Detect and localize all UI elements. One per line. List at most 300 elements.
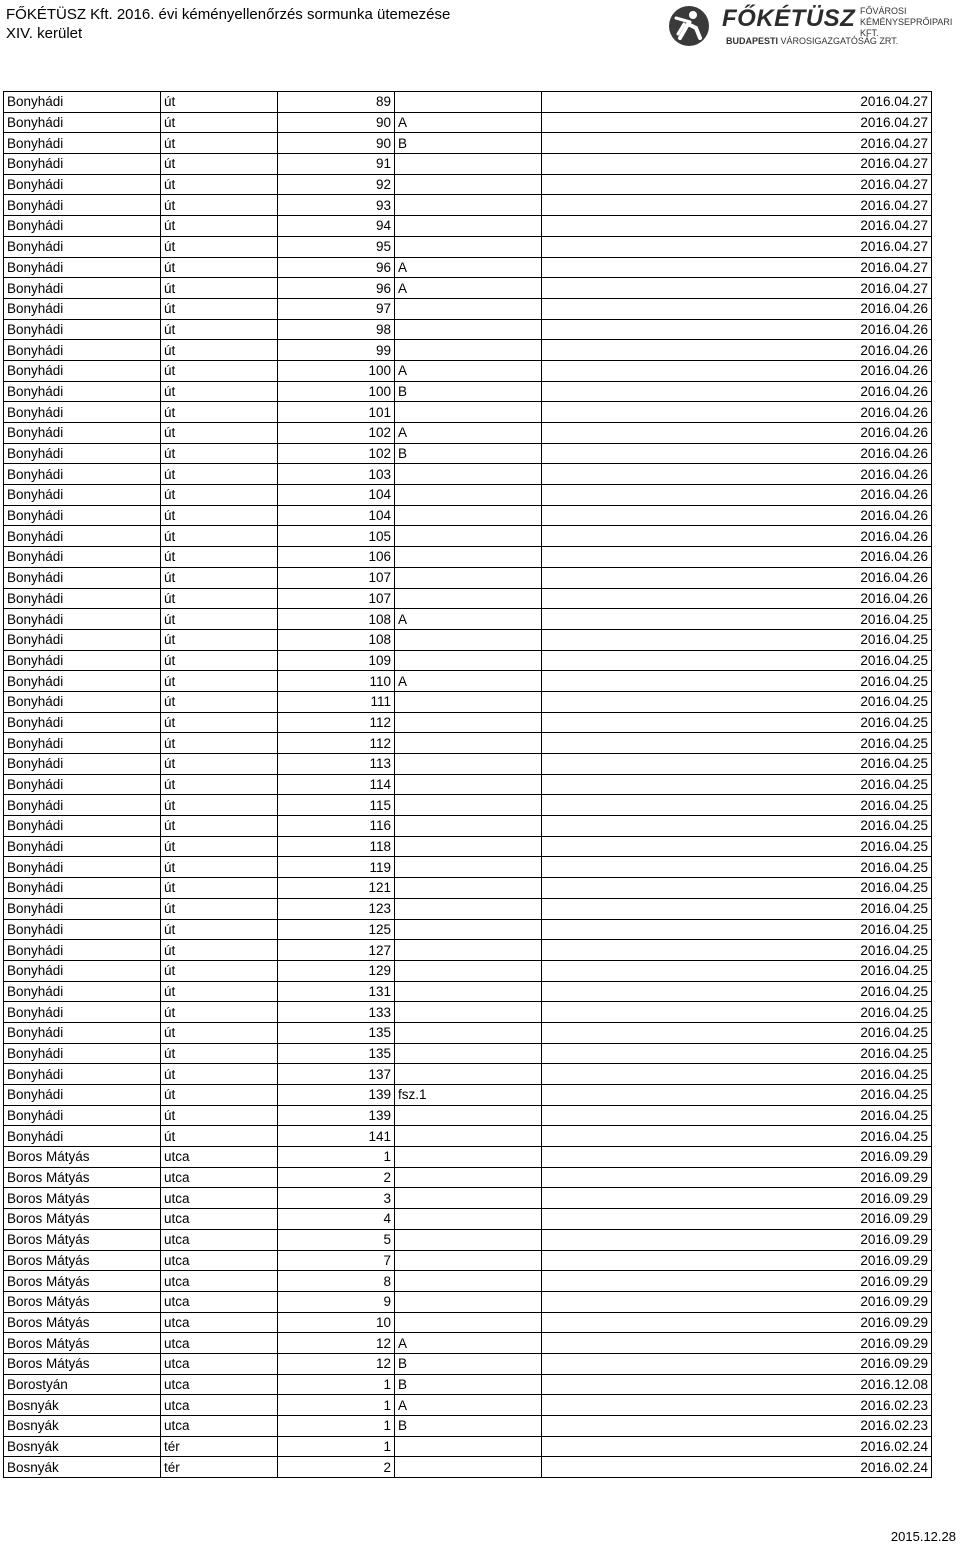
date-cell: 2016.04.25 [542,1022,932,1043]
house-number-cell: 1 [278,1436,395,1457]
street-type-cell: utca [161,1167,278,1188]
building-cell [395,1064,542,1085]
table-row [4,1147,932,1168]
street-type-cell: út [161,1002,278,1023]
street-name-cell: Bonyhádi [4,547,161,568]
date-cell: 2016.09.29 [542,1167,932,1188]
building-cell [395,298,542,319]
house-number-cell: 94 [278,216,395,237]
date-cell: 2016.04.26 [542,526,932,547]
logo-bottom-text [726,36,898,47]
street-type-cell: utca [161,1395,278,1416]
building-cell [395,216,542,237]
building-cell [395,629,542,650]
building-cell [395,485,542,506]
date-cell: 2016.04.25 [542,1064,932,1085]
table-row [4,278,932,299]
street-type-cell: út [161,712,278,733]
table-row [4,443,932,464]
table-row [4,402,932,423]
table-row [4,1105,932,1126]
table-row [4,1064,932,1085]
building-cell: A [395,112,542,133]
street-type-cell: út [161,588,278,609]
company-logo [666,4,956,48]
street-name-cell: Bonyhádi [4,836,161,857]
district-label: XIV. kerület [6,25,83,42]
house-number-cell: 133 [278,1002,395,1023]
table-row [4,360,932,381]
date-cell: 2016.04.26 [542,485,932,506]
house-number-cell: 100 [278,360,395,381]
street-type-cell: út [161,733,278,754]
street-type-cell: út [161,650,278,671]
street-type-cell: út [161,629,278,650]
table-row [4,960,932,981]
table-row [4,733,932,754]
street-type-cell: utca [161,1209,278,1230]
street-name-cell: Bonyhádi [4,298,161,319]
building-cell [395,92,542,113]
house-number-cell: 92 [278,174,395,195]
building-cell [395,1271,542,1292]
table-row [4,381,932,402]
building-cell [395,1167,542,1188]
street-name-cell: Bonyhádi [4,567,161,588]
table-row [4,1085,932,1106]
street-name-cell: Bonyhádi [4,423,161,444]
street-name-cell: Bonyhádi [4,505,161,526]
date-cell: 2016.04.25 [542,733,932,754]
street-type-cell: út [161,857,278,878]
house-number-cell: 123 [278,898,395,919]
building-cell: A [395,423,542,444]
table-row [4,1395,932,1416]
street-type-cell: út [161,195,278,216]
date-cell: 2016.04.27 [542,195,932,216]
date-cell: 2016.04.26 [542,547,932,568]
street-type-cell: utca [161,1416,278,1437]
date-cell: 2016.04.27 [542,174,932,195]
date-cell: 2016.04.25 [542,795,932,816]
table-row [4,836,932,857]
house-number-cell: 1 [278,1395,395,1416]
date-cell: 2016.04.25 [542,774,932,795]
house-number-cell: 5 [278,1229,395,1250]
building-cell [395,319,542,340]
table-row [4,174,932,195]
building-cell: A [395,278,542,299]
street-name-cell: Bonyhádi [4,671,161,692]
building-cell [395,878,542,899]
street-type-cell: út [161,236,278,257]
house-number-cell: 102 [278,443,395,464]
building-cell [395,857,542,878]
building-cell [395,464,542,485]
table-row [4,712,932,733]
street-name-cell: Bonyhádi [4,381,161,402]
street-type-cell: utca [161,1188,278,1209]
house-number-cell: 100 [278,381,395,402]
street-name-cell: Bonyhádi [4,526,161,547]
page-header [0,0,960,60]
street-type-cell: utca [161,1271,278,1292]
street-type-cell: út [161,319,278,340]
house-number-cell: 99 [278,340,395,361]
street-type-cell: út [161,340,278,361]
table-row [4,1416,932,1437]
table-row [4,1229,932,1250]
street-name-cell: Boros Mátyás [4,1353,161,1374]
street-type-cell: út [161,774,278,795]
table-row [4,691,932,712]
street-name-cell: Bonyhádi [4,795,161,816]
house-number-cell: 9 [278,1291,395,1312]
house-number-cell: 127 [278,940,395,961]
date-cell: 2016.04.27 [542,278,932,299]
date-cell: 2016.04.25 [542,940,932,961]
house-number-cell: 137 [278,1064,395,1085]
building-cell: B [395,1416,542,1437]
building-cell [395,588,542,609]
street-name-cell: Boros Mátyás [4,1333,161,1354]
date-cell: 2016.04.25 [542,691,932,712]
table-row [4,671,932,692]
street-type-cell: út [161,567,278,588]
street-name-cell: Bosnyák [4,1416,161,1437]
date-cell: 2016.04.25 [542,1043,932,1064]
logo-side-line1: FŐVÁROSI [860,6,907,16]
house-number-cell: 95 [278,236,395,257]
house-number-cell: 1 [278,1416,395,1437]
street-name-cell: Bonyhádi [4,1022,161,1043]
table-row [4,1002,932,1023]
logo-side-line2: KÉMÉNYSEPRŐIPARI KFT. [860,17,953,38]
street-type-cell: út [161,505,278,526]
document-title: FŐKÉTÜSZ Kft. 2016. évi kéményellenőrzés sormunka ütemezése [6,6,451,23]
date-cell: 2016.04.25 [542,836,932,857]
table-row [4,112,932,133]
street-type-cell: utca [161,1147,278,1168]
table-row [4,340,932,361]
logo-bottom-bold: BUDAPESTI [726,36,779,46]
street-name-cell: Bonyhádi [4,236,161,257]
building-cell [395,981,542,1002]
street-type-cell: út [161,278,278,299]
date-cell: 2016.04.25 [542,857,932,878]
table-row [4,1209,932,1230]
building-cell [395,547,542,568]
house-number-cell: 109 [278,650,395,671]
date-cell: 2016.09.29 [542,1291,932,1312]
date-cell: 2016.09.29 [542,1312,932,1333]
date-cell: 2016.04.27 [542,154,932,175]
footer-date: 2015.12.28 [890,1529,956,1544]
table-row [4,1333,932,1354]
building-cell: A [395,360,542,381]
building-cell [395,236,542,257]
street-type-cell: utca [161,1312,278,1333]
building-cell [395,940,542,961]
table-row [4,236,932,257]
house-number-cell: 125 [278,919,395,940]
street-name-cell: Boros Mátyás [4,1209,161,1230]
street-type-cell: út [161,112,278,133]
street-type-cell: út [161,402,278,423]
house-number-cell: 4 [278,1209,395,1230]
street-type-cell: utca [161,1229,278,1250]
building-cell: B [395,133,542,154]
street-name-cell: Bosnyák [4,1395,161,1416]
street-type-cell: út [161,1064,278,1085]
house-number-cell: 10 [278,1312,395,1333]
house-number-cell: 2 [278,1167,395,1188]
table-row [4,795,932,816]
street-type-cell: út [161,485,278,506]
street-name-cell: Boros Mátyás [4,1291,161,1312]
date-cell: 2016.04.25 [542,754,932,775]
building-cell [395,1291,542,1312]
date-cell: 2016.04.27 [542,216,932,237]
street-name-cell: Bonyhádi [4,278,161,299]
street-type-cell: út [161,547,278,568]
street-name-cell: Borostyán [4,1374,161,1395]
street-name-cell: Boros Mátyás [4,1250,161,1271]
house-number-cell: 111 [278,691,395,712]
date-cell: 2016.04.25 [542,816,932,837]
street-type-cell: út [161,92,278,113]
date-cell: 2016.04.25 [542,629,932,650]
street-name-cell: Bonyhádi [4,816,161,837]
street-type-cell: út [161,836,278,857]
street-type-cell: út [161,981,278,1002]
street-type-cell: út [161,1022,278,1043]
building-cell [395,795,542,816]
building-cell: A [395,671,542,692]
street-name-cell: Boros Mátyás [4,1147,161,1168]
building-cell [395,1126,542,1147]
house-number-cell: 12 [278,1353,395,1374]
table-row [4,588,932,609]
street-name-cell: Bonyhádi [4,257,161,278]
date-cell: 2016.04.25 [542,671,932,692]
date-cell: 2016.04.26 [542,381,932,402]
date-cell: 2016.09.29 [542,1250,932,1271]
street-name-cell: Bonyhádi [4,319,161,340]
house-number-cell: 119 [278,857,395,878]
house-number-cell: 12 [278,1333,395,1354]
building-cell: A [395,1333,542,1354]
table-row [4,195,932,216]
street-name-cell: Boros Mátyás [4,1312,161,1333]
street-type-cell: utca [161,1250,278,1271]
house-number-cell: 106 [278,547,395,568]
building-cell [395,174,542,195]
date-cell: 2016.09.29 [542,1353,932,1374]
date-cell: 2016.04.25 [542,1085,932,1106]
building-cell [395,691,542,712]
street-name-cell: Boros Mátyás [4,1229,161,1250]
table-row [4,857,932,878]
house-number-cell: 90 [278,112,395,133]
house-number-cell: 139 [278,1085,395,1106]
date-cell: 2016.04.26 [542,402,932,423]
street-name-cell: Boros Mátyás [4,1271,161,1292]
date-cell: 2016.09.29 [542,1209,932,1230]
house-number-cell: 112 [278,712,395,733]
house-number-cell: 115 [278,795,395,816]
street-type-cell: utca [161,1333,278,1354]
street-type-cell: utca [161,1291,278,1312]
date-cell: 2016.04.26 [542,505,932,526]
table-row [4,485,932,506]
street-name-cell: Bonyhádi [4,216,161,237]
date-cell: 2016.04.25 [542,878,932,899]
table-row [4,1188,932,1209]
table-row [4,547,932,568]
house-number-cell: 112 [278,733,395,754]
house-number-cell: 89 [278,92,395,113]
table-row [4,133,932,154]
building-cell [395,1436,542,1457]
street-name-cell: Bonyhádi [4,981,161,1002]
street-name-cell: Bonyhádi [4,485,161,506]
building-cell [395,340,542,361]
street-type-cell: út [161,1043,278,1064]
date-cell: 2016.04.27 [542,236,932,257]
table-row [4,609,932,630]
table-row [4,774,932,795]
building-cell [395,836,542,857]
building-cell [395,402,542,423]
date-cell: 2016.12.08 [542,1374,932,1395]
date-cell: 2016.09.29 [542,1333,932,1354]
table-row [4,629,932,650]
building-cell [395,774,542,795]
building-cell [395,960,542,981]
house-number-cell: 108 [278,629,395,650]
street-type-cell: út [161,898,278,919]
building-cell [395,526,542,547]
table-row [4,526,932,547]
table-row [4,754,932,775]
house-number-cell: 97 [278,298,395,319]
building-cell [395,1312,542,1333]
building-cell [395,1229,542,1250]
street-name-cell: Boros Mátyás [4,1167,161,1188]
table-row [4,919,932,940]
date-cell: 2016.04.27 [542,257,932,278]
street-type-cell: út [161,691,278,712]
street-type-cell: út [161,1085,278,1106]
building-cell [395,567,542,588]
building-cell [395,1457,542,1478]
logo-bottom-rest: VÁROSIGAZGATÓSÁG ZRT. [780,36,899,46]
street-name-cell: Bonyhádi [4,898,161,919]
street-name-cell: Bonyhádi [4,1043,161,1064]
date-cell: 2016.04.26 [542,340,932,361]
house-number-cell: 135 [278,1022,395,1043]
house-number-cell: 141 [278,1126,395,1147]
table-row [4,1312,932,1333]
street-type-cell: út [161,216,278,237]
street-name-cell: Bosnyák [4,1457,161,1478]
table-row [4,298,932,319]
logo-brand: FŐKÉTÜSZ [722,5,856,32]
date-cell: 2016.04.26 [542,298,932,319]
table-row [4,1022,932,1043]
table-row [4,464,932,485]
table-row [4,816,932,837]
house-number-cell: 118 [278,836,395,857]
house-number-cell: 8 [278,1271,395,1292]
house-number-cell: 103 [278,464,395,485]
building-cell: B [395,443,542,464]
house-number-cell: 96 [278,278,395,299]
date-cell: 2016.02.23 [542,1395,932,1416]
street-type-cell: út [161,423,278,444]
street-name-cell: Bonyhádi [4,712,161,733]
building-cell [395,1002,542,1023]
table-row [4,650,932,671]
building-cell: A [395,1395,542,1416]
table-row [4,505,932,526]
street-name-cell: Bonyhádi [4,340,161,361]
date-cell: 2016.04.27 [542,92,932,113]
street-type-cell: út [161,795,278,816]
house-number-cell: 139 [278,1105,395,1126]
date-cell: 2016.09.29 [542,1271,932,1292]
date-cell: 2016.04.26 [542,443,932,464]
building-cell [395,650,542,671]
table-row [4,940,932,961]
street-name-cell: Bonyhádi [4,1064,161,1085]
table-row [4,1167,932,1188]
street-name-cell: Bonyhádi [4,174,161,195]
house-number-cell: 114 [278,774,395,795]
street-name-cell: Bonyhádi [4,154,161,175]
house-number-cell: 93 [278,195,395,216]
building-cell: A [395,609,542,630]
building-cell: B [395,381,542,402]
street-type-cell: út [161,526,278,547]
building-cell [395,754,542,775]
street-name-cell: Bonyhádi [4,919,161,940]
house-number-cell: 1 [278,1147,395,1168]
street-name-cell: Bosnyák [4,1436,161,1457]
house-number-cell: 96 [278,257,395,278]
building-cell: fsz.1 [395,1085,542,1106]
building-cell [395,712,542,733]
table-row [4,1043,932,1064]
table-row [4,567,932,588]
table-row [4,423,932,444]
street-name-cell: Bonyhádi [4,629,161,650]
house-number-cell: 105 [278,526,395,547]
table-row [4,216,932,237]
house-number-cell: 90 [278,133,395,154]
date-cell: 2016.02.24 [542,1457,932,1478]
house-number-cell: 113 [278,754,395,775]
street-name-cell: Bonyhádi [4,92,161,113]
house-number-cell: 2 [278,1457,395,1478]
street-name-cell: Bonyhádi [4,754,161,775]
building-cell [395,195,542,216]
street-name-cell: Bonyhádi [4,1126,161,1147]
house-number-cell: 121 [278,878,395,899]
street-type-cell: út [161,671,278,692]
date-cell: 2016.09.29 [542,1188,932,1209]
